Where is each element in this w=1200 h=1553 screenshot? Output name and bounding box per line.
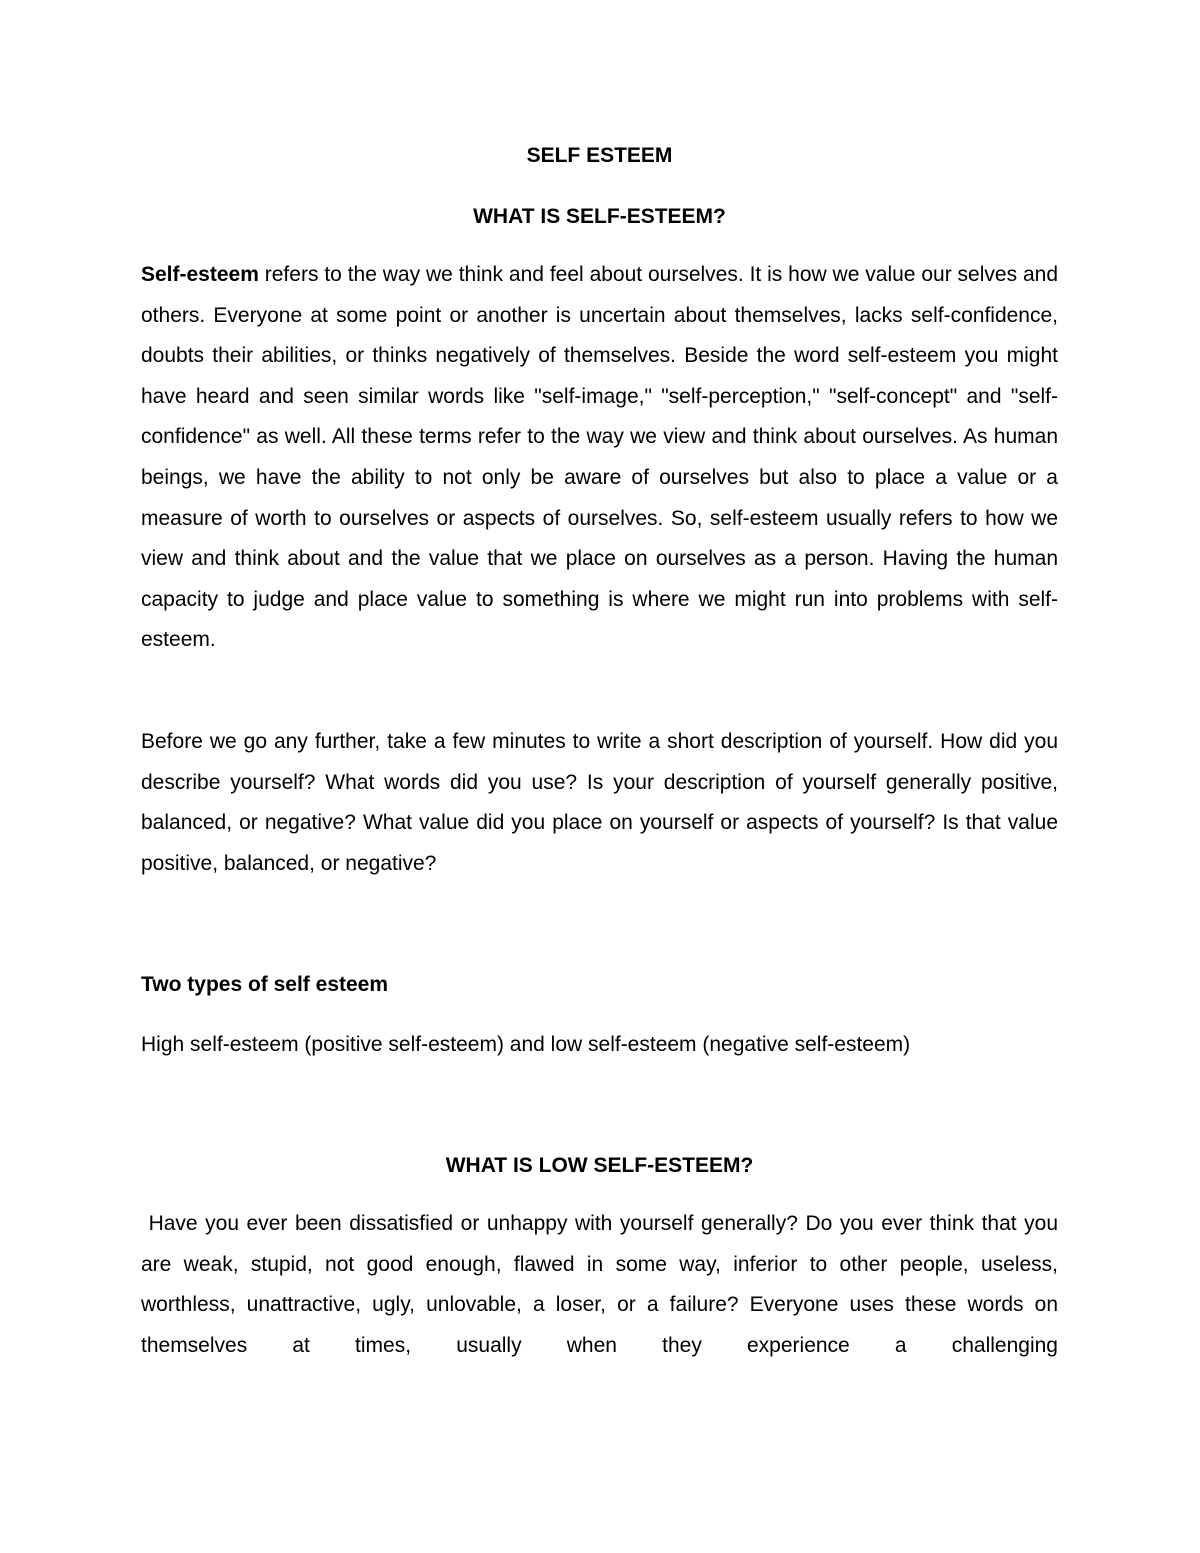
term-self-esteem: Self-esteem [141,263,259,286]
heading-what-is-self-esteem: WHAT IS SELF-ESTEEM? [473,205,726,228]
paragraph-types: High self-esteem (positive self-esteem) and low self-esteem (negative self-esteem) [141,1033,911,1056]
heading-two-types: Two types of self esteem [141,973,389,996]
paragraph-definition [141,255,1058,661]
document-title: SELF ESTEEM [526,144,673,167]
paragraph-definition-body: refers to the way we think and feel about ourselves. It is how we value our selves and others. Everyone at some point or another is uncertain about themselves, lacks self-confidence, doubts their abilities, or thinks negatively of themselves. Beside the word self-esteem you might have heard and seen similar words like "self-image," "self-perception," "self-concept" and "self-confidence" as well. All these terms refer to the way we view and think about ourselves. As human beings, we have the ability to not only be aware of ourselves but also to place a value or a measure of worth to ourselves or aspects of ourselves. So, self-esteem usually refers to how we view and think about and the value that we place on ourselves as a person. Having the human capacity to judge and place value to something is where we might run into problems with self-esteem. [141,263,1058,652]
paragraph-low-self-esteem: Have you ever been dissatisfied or unhappy with yourself generally? Do you ever think that you are weak, stupid, not good enough, flawed in some way, inferior to other people, useless, worthless, unattractive, ugly, unlovable, a loser, or a failure? Everyone uses these words on themselves at times, usually when they experience a challenging [141,1212,1064,1357]
heading-what-is-low-self-esteem: WHAT IS LOW SELF-ESTEEM? [445,1154,754,1177]
paragraph-reflection: Before we go any further, take a few minutes to write a short description of yourself. How did you describe yourself? What words did you use? Is your description of yourself generally positive, balanced, or negative? What value did you place on yourself or aspects of yourself? Is that value positive, balanced, or negative? [141,730,1058,875]
